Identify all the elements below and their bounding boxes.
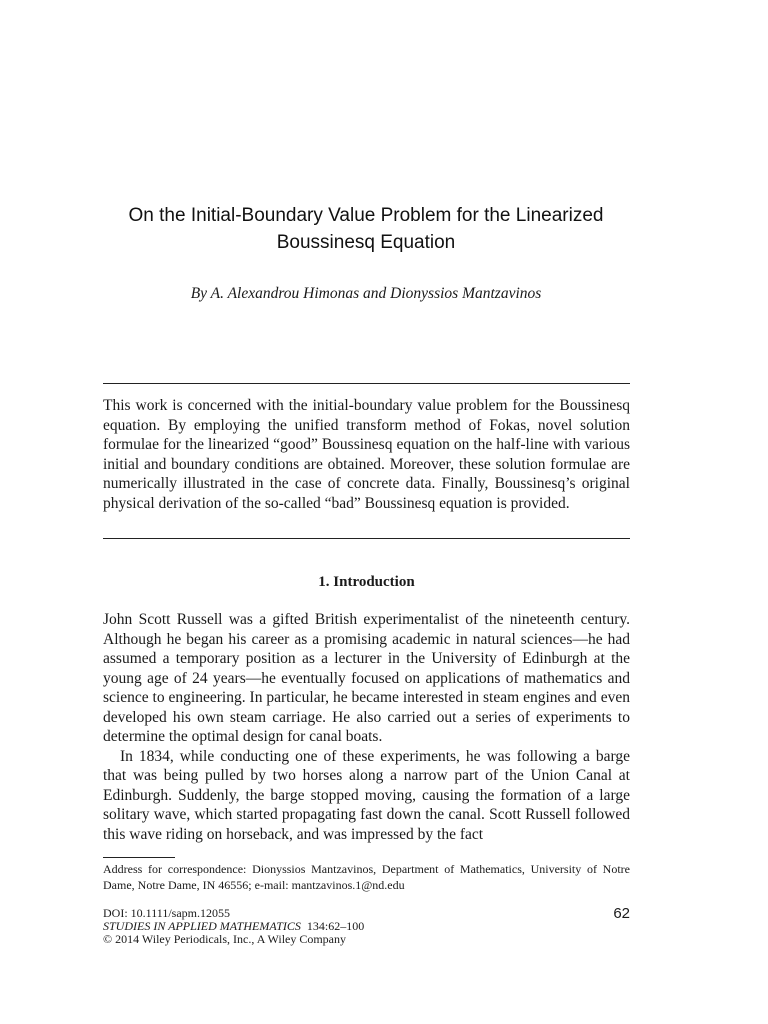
abstract-text: This work is concerned with the initial-boundary value problem for the Boussinesq equation. By employing the unified transform method of Fokas, novel solution formulae for the linearized “good” Boussinesq equation on the half-line with various initial and boundary conditions are obtained. Moreover, these solution formulae are numerically illustrated in the case of concrete data. Finally, Boussinesq’s original physical derivation of the so-called “bad” Boussinesq equation is provided. <box>103 397 630 512</box>
page-number: 62 <box>613 905 630 922</box>
author-line: By A. Alexandrou Himonas and Dionyssios Mantzavinos <box>190 285 542 302</box>
footnote: Address for correspondence: Dionyssios Mantzavinos, Department of Mathematics, University of Notre Dame, Notre Dame, IN 46556; e-mail: mantzavinos.1@nd.edu <box>103 862 630 892</box>
section-body <box>103 610 630 844</box>
section-heading: 1. Introduction <box>318 574 415 590</box>
journal-name: STUDIES IN APPLIED MATHEMATICS <box>103 919 301 933</box>
body-paragraph: In 1834, while conducting one of these experiments, he was following a barge that was being pulled by two horses along a narrow part of the Union Canal at Edinburgh. Suddenly, the barge stopped moving, causing the formation of a large solitary wave, which started propagating fast down the canal. Scott Russell followed this wave riding on horseback, and was impressed by the fact <box>103 747 630 843</box>
doi: DOI: 10.1111/sapm.12055 <box>103 906 230 920</box>
footnote-rule <box>103 857 175 858</box>
volume-pages: 134:62–100 <box>306 919 365 933</box>
paper-title: On the Initial-Boundary Value Problem for the Linearized Boussinesq Equation <box>128 205 604 253</box>
abstract-top-rule <box>103 383 630 384</box>
publication-meta <box>103 907 503 946</box>
body-paragraph: John Scott Russell was a gifted British experimentalist of the nineteenth century. Although he began his career as a promising academic in natural sciences—he had assumed a temporary position as a lecturer in the University of Edinburgh at the young age of 24 years—he eventually focused on applications of mathematics and science to engineering. In particular, he became interested in steam engines and even developed his own steam carriage. He also carried out a series of experiments to determine the optimal design for canal boats. <box>103 611 630 745</box>
abstract-bottom-rule <box>103 538 630 539</box>
copyright: © 2014 Wiley Periodicals, Inc., A Wiley Company <box>103 932 347 946</box>
